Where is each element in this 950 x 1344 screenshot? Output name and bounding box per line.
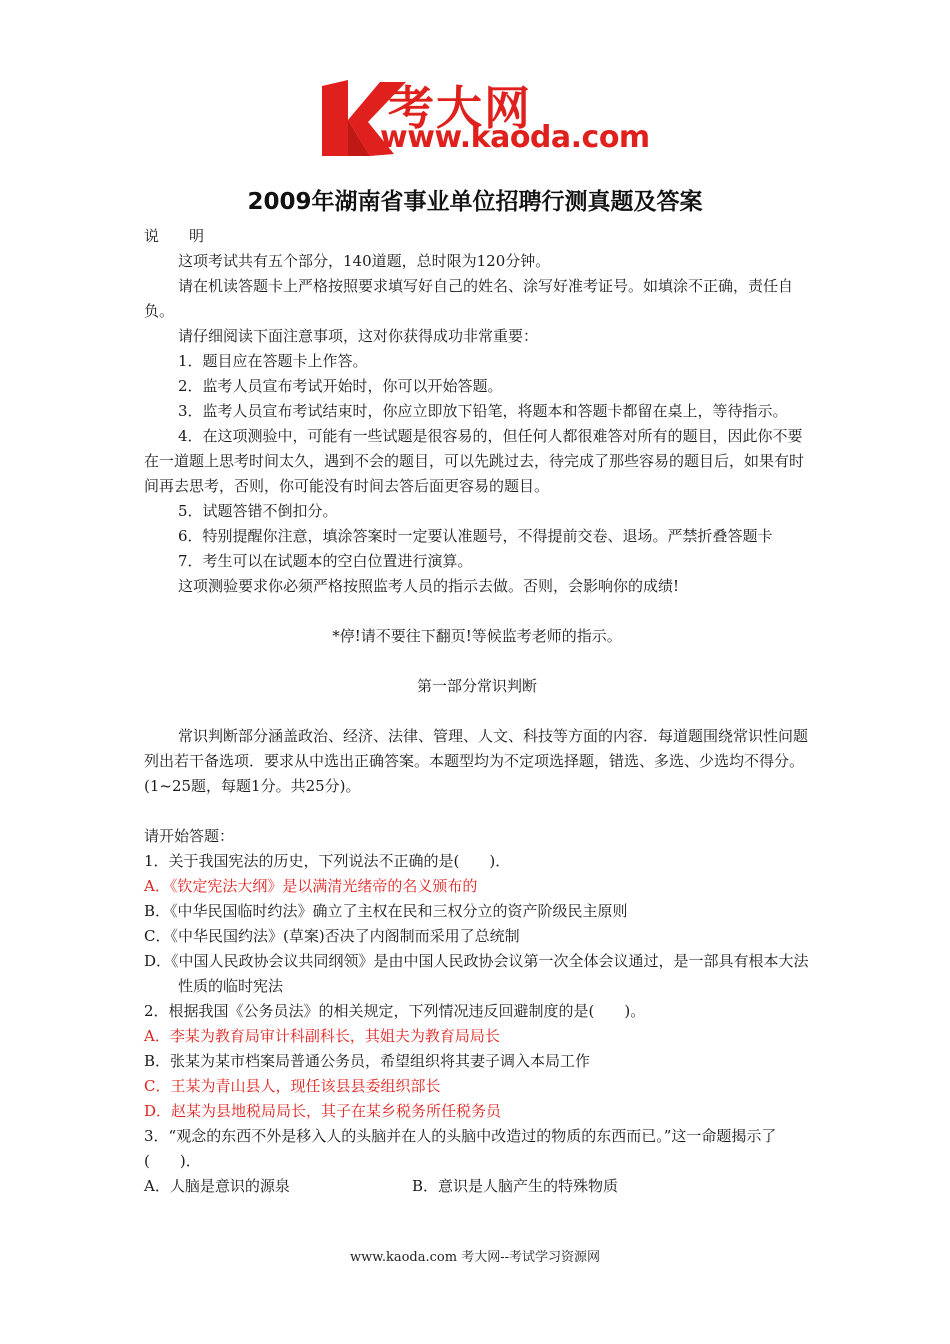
instruction-item: 4．在这项测验中，可能有一些试题是很容易的，但任何人都很难答对所有的题目，因此你不要在一道题上思考时间太久，遇到不会的题目，可以先跳过去，待完成了那些容易的题目后，如果有时间再去思考，否则，你可能没有时间去答后面更容易的题目。 (144, 427, 805, 495)
answer-option: B．张某为某市档案局普通公务员，希望组织将其妻子调入本局工作 (144, 1052, 591, 1070)
answer-option-highlighted: A．李某为教育局审计科副科长，其姐夫为教育局局长 (144, 1027, 500, 1045)
document-title: 2009年湖南省事业单位招聘行测真题及答案 (247, 189, 703, 215)
answer-option: C．《中华民国约法》(草案)否决了内阁制而采用了总统制 (144, 927, 520, 945)
instructions-closing: 这项测验要求你必须严格按照监考人员的指示去做。否则，会影响你的成绩! (178, 577, 680, 595)
answer-option-highlighted: D．赵某为县地税局局长，其子在某乡税务所任税务员 (144, 1102, 502, 1120)
start-prompt: 请开始答题： (144, 827, 235, 845)
instruction-item: 3．监考人员宣布考试结束时，你应立即放下铅笔，将题本和答题卡都留在桌上，等待指示。 (178, 402, 788, 420)
instruction-item: 5．试题答错不倒扣分。 (178, 502, 338, 520)
answer-option-row (144, 1174, 810, 1199)
answer-option: D．《中国人民政协会议共同纲领》是由中国人民政协会议第一次全体会议通过，是一部具有根本大法性质的临时宪法 (144, 952, 809, 995)
instructions-heading: 说 明 (144, 227, 205, 245)
answer-option: B．意识是人脑产生的特殊物质 (412, 1177, 619, 1195)
kaoda-logo (318, 76, 648, 160)
section-description: 常识判断部分涵盖政治、经济、法律、管理、人文、科技等方面的内容．每道题围绕常识性问题列出若干备选项．要求从中选出正确答案。本题型均为不定项选择题，错选、多选、少选均不得分。(1~25题，每题1分。共25分)。 (144, 727, 809, 795)
instructions-fill-note: 请在机读答题卡上严格按照要求填写好自己的姓名、涂写好准考证号。如填涂不正确，责任自负。 (144, 277, 794, 320)
answer-option: A．人脑是意识的源泉 (144, 1177, 290, 1195)
document-body (144, 224, 810, 1199)
instruction-item: 6．特别提醒你注意，填涂答案时一定要认准题号，不得提前交卷、退场。严禁折叠答题卡 (178, 527, 773, 545)
page-footer: www.kaoda.com 考大网--考试学习资源网 (350, 1250, 600, 1265)
answer-option-highlighted: C．王某为青山县人，现任该县县委组织部长 (144, 1077, 441, 1095)
question-stem: 2．根据我国《公务员法》的相关规定，下列情况违反回避制度的是( )。 (144, 1002, 646, 1020)
brand-name-cn: 考大网 (388, 81, 532, 135)
question-stem: 3．“观念的东西不外是移入人的头脑并在人的头脑中改造过的物质的东西而已。”这一命题揭示了( )． (144, 1127, 777, 1170)
question-stem: 1．关于我国宪法的历史，下列说法不正确的是( )． (144, 852, 511, 870)
instructions-read-note: 请仔细阅读下面注意事项，这对你获得成功非常重要： (178, 327, 539, 345)
answer-option: B．《中华民国临时约法》确立了主权在民和三权分立的资产阶级民主原则 (144, 902, 628, 920)
instructions-intro: 这项考试共有五个部分，140道题，总时限为120分钟。 (178, 252, 551, 270)
brand-url: www.kaoda.com (380, 120, 650, 155)
instruction-item: 7．考生可以在试题本的空白位置进行演算。 (178, 552, 473, 570)
section-title: 第一部分常识判断 (416, 677, 537, 695)
instruction-item: 2．监考人员宣布考试开始时，你可以开始答题。 (178, 377, 503, 395)
stop-note: *停!请不要往下翻页!等候监考老师的指示。 (332, 627, 622, 645)
answer-option-highlighted: A．《钦定宪法大纲》是以满清光绪帝的名义颁布的 (144, 877, 478, 895)
instruction-item: 1．题目应在答题卡上作答。 (178, 352, 368, 370)
